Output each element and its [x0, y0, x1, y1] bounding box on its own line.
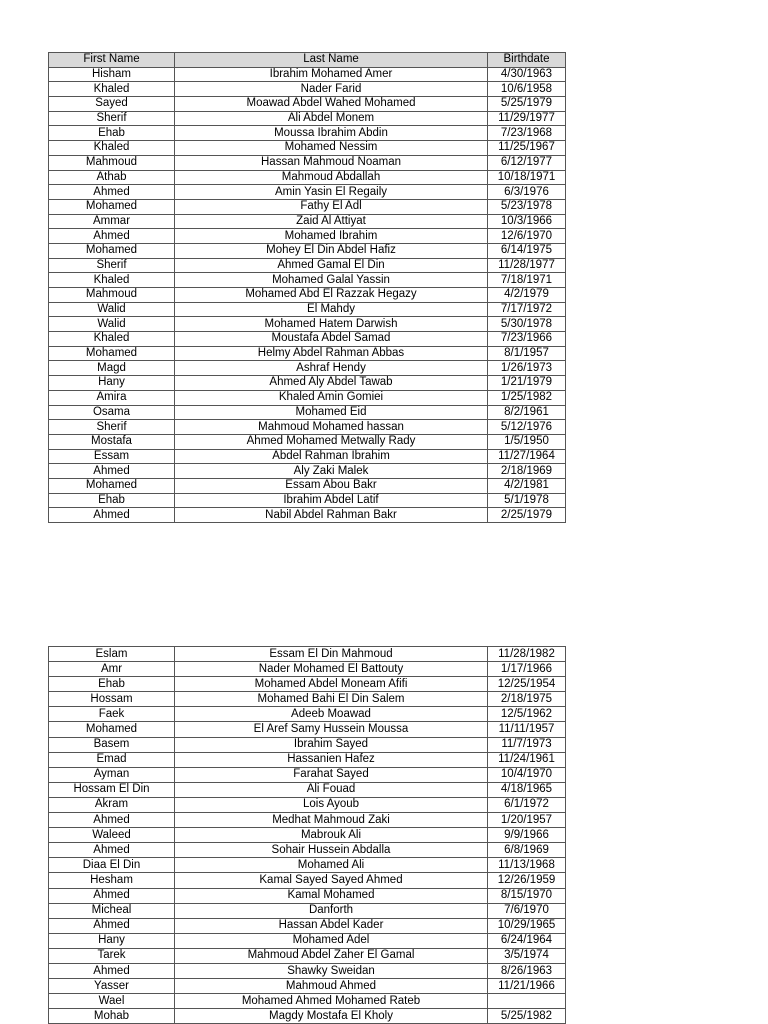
birthdate-cell: 11/25/1967	[488, 141, 566, 156]
last-name-cell: Ali Fouad	[175, 782, 488, 797]
birthdate-cell: 1/25/1982	[488, 390, 566, 405]
last-name-cell: Hassan Abdel Kader	[175, 918, 488, 933]
table-row	[49, 843, 566, 858]
table-row	[49, 963, 566, 978]
last-name-cell: Mohamed Abdel Moneam Afifi	[175, 677, 488, 692]
birthdate-cell: 10/3/1966	[488, 214, 566, 229]
last-name-cell: Ibrahim Abdel Latif	[175, 493, 488, 508]
birthdate-cell: 2/18/1969	[488, 464, 566, 479]
last-name-cell: El Mahdy	[175, 302, 488, 317]
birthdate-cell: 10/6/1958	[488, 82, 566, 97]
last-name-cell: Mohamed Nessim	[175, 141, 488, 156]
table-row	[49, 214, 566, 229]
table-row	[49, 243, 566, 258]
first-name-cell: Ahmed	[49, 229, 175, 244]
first-name-cell: Ahmed	[49, 508, 175, 523]
birthdate-cell: 11/21/1966	[488, 979, 566, 994]
birthdate-cell	[488, 994, 566, 1009]
first-name-cell: Khaled	[49, 141, 175, 156]
table-row	[49, 813, 566, 828]
table-row	[49, 873, 566, 888]
table-row	[49, 449, 566, 464]
first-name-cell: Mohamed	[49, 346, 175, 361]
first-name-cell: Hany	[49, 376, 175, 391]
first-name-cell: Mohamed	[49, 199, 175, 214]
last-name-cell: Nabil Abdel Rahman Bakr	[175, 508, 488, 523]
first-name-cell: Ayman	[49, 767, 175, 782]
table-row	[49, 933, 566, 948]
birthdate-cell: 11/29/1977	[488, 111, 566, 126]
table-row	[49, 858, 566, 873]
birthdate-cell: 7/23/1966	[488, 332, 566, 347]
table-row	[49, 390, 566, 405]
birthdate-cell: 11/11/1957	[488, 722, 566, 737]
birthdate-cell: 9/9/1966	[488, 828, 566, 843]
first-name-cell: Hossam El Din	[49, 782, 175, 797]
first-name-cell: Wael	[49, 994, 175, 1009]
birthdate-cell: 7/17/1972	[488, 302, 566, 317]
table-row	[49, 317, 566, 332]
table-row	[49, 828, 566, 843]
last-name-cell: Aly Zaki Malek	[175, 464, 488, 479]
birthdate-cell: 4/2/1979	[488, 288, 566, 303]
last-name-cell: Zaid Al Attiyat	[175, 214, 488, 229]
first-name-cell: Micheal	[49, 903, 175, 918]
first-name-cell: Sherif	[49, 420, 175, 435]
table-row	[49, 82, 566, 97]
last-name-cell: Sohair Hussein Abdalla	[175, 843, 488, 858]
birthdate-cell: 11/24/1961	[488, 752, 566, 767]
header-birthdate: Birthdate	[488, 53, 566, 68]
first-name-cell: Mostafa	[49, 434, 175, 449]
table-row	[49, 1009, 566, 1024]
table-body	[49, 647, 566, 1024]
last-name-cell: Moussa Ibrahim Abdin	[175, 126, 488, 141]
last-name-cell: Kamal Mohamed	[175, 888, 488, 903]
table-row	[49, 493, 566, 508]
last-name-cell: Nader Mohamed El Battouty	[175, 662, 488, 677]
table-row	[49, 185, 566, 200]
birthdate-cell: 8/2/1961	[488, 405, 566, 420]
table-row	[49, 508, 566, 523]
first-name-cell: Mohamed	[49, 243, 175, 258]
birthdate-cell: 12/25/1954	[488, 677, 566, 692]
table-row	[49, 97, 566, 112]
birthdate-cell: 8/1/1957	[488, 346, 566, 361]
birthdate-cell: 11/7/1973	[488, 737, 566, 752]
first-name-cell: Ahmed	[49, 843, 175, 858]
first-name-cell: Sherif	[49, 111, 175, 126]
first-name-cell: Ammar	[49, 214, 175, 229]
first-name-cell: Ahmed	[49, 963, 175, 978]
first-name-cell: Ahmed	[49, 918, 175, 933]
last-name-cell: Adeeb Moawad	[175, 707, 488, 722]
birthdate-cell: 6/12/1977	[488, 155, 566, 170]
table-row	[49, 405, 566, 420]
names-table-2	[48, 646, 566, 1024]
last-name-cell: Essam Abou Bakr	[175, 478, 488, 493]
table-row	[49, 888, 566, 903]
birthdate-cell: 1/17/1966	[488, 662, 566, 677]
last-name-cell: Nader Farid	[175, 82, 488, 97]
table-row	[49, 361, 566, 376]
birthdate-cell: 2/25/1979	[488, 508, 566, 523]
last-name-cell: Danforth	[175, 903, 488, 918]
last-name-cell: Ahmed Gamal El Din	[175, 258, 488, 273]
birthdate-cell: 4/2/1981	[488, 478, 566, 493]
birthdate-cell: 8/15/1970	[488, 888, 566, 903]
birthdate-cell: 6/24/1964	[488, 933, 566, 948]
table-row	[49, 258, 566, 273]
last-name-cell: Mohamed Galal Yassin	[175, 273, 488, 288]
table-row	[49, 67, 566, 82]
birthdate-cell: 11/27/1964	[488, 449, 566, 464]
names-table-1	[48, 52, 566, 523]
first-name-cell: Mohamed	[49, 722, 175, 737]
birthdate-cell: 11/28/1977	[488, 258, 566, 273]
birthdate-cell: 7/23/1968	[488, 126, 566, 141]
first-name-cell: Mahmoud	[49, 288, 175, 303]
last-name-cell: Ali Abdel Monem	[175, 111, 488, 126]
table-row	[49, 979, 566, 994]
first-name-cell: Mahmoud	[49, 155, 175, 170]
first-name-cell: Magd	[49, 361, 175, 376]
first-name-cell: Mohab	[49, 1009, 175, 1024]
last-name-cell: Amin Yasin El Regaily	[175, 185, 488, 200]
table-row	[49, 434, 566, 449]
birthdate-cell: 1/5/1950	[488, 434, 566, 449]
birthdate-cell: 5/23/1978	[488, 199, 566, 214]
birthdate-cell: 10/4/1970	[488, 767, 566, 782]
last-name-cell: Mahmoud Mohamed hassan	[175, 420, 488, 435]
table-row	[49, 707, 566, 722]
table-row	[49, 918, 566, 933]
birthdate-cell: 6/8/1969	[488, 843, 566, 858]
first-name-cell: Ahmed	[49, 813, 175, 828]
birthdate-cell: 7/6/1970	[488, 903, 566, 918]
birthdate-cell: 5/25/1982	[488, 1009, 566, 1024]
last-name-cell: Mohamed Ibrahim	[175, 229, 488, 244]
table-row	[49, 903, 566, 918]
first-name-cell: Faek	[49, 707, 175, 722]
first-name-cell: Mohamed	[49, 478, 175, 493]
birthdate-cell: 1/20/1957	[488, 813, 566, 828]
last-name-cell: Mohamed Hatem Darwish	[175, 317, 488, 332]
birthdate-cell: 6/14/1975	[488, 243, 566, 258]
table-row	[49, 111, 566, 126]
first-name-cell: Ehab	[49, 493, 175, 508]
birthdate-cell: 10/29/1965	[488, 918, 566, 933]
table-row	[49, 662, 566, 677]
last-name-cell: Ashraf Hendy	[175, 361, 488, 376]
last-name-cell: Mohamed Adel	[175, 933, 488, 948]
last-name-cell: Hassan Mahmoud Noaman	[175, 155, 488, 170]
birthdate-cell: 3/5/1974	[488, 948, 566, 963]
last-name-cell: Medhat Mahmoud Zaki	[175, 813, 488, 828]
first-name-cell: Hossam	[49, 692, 175, 707]
table-row	[49, 346, 566, 361]
first-name-cell: Ahmed	[49, 464, 175, 479]
first-name-cell: Amr	[49, 662, 175, 677]
birthdate-cell: 5/1/1978	[488, 493, 566, 508]
first-name-cell: Waleed	[49, 828, 175, 843]
first-name-cell: Hany	[49, 933, 175, 948]
table-row	[49, 376, 566, 391]
table-row	[49, 782, 566, 797]
first-name-cell: Ehab	[49, 677, 175, 692]
first-name-cell: Yasser	[49, 979, 175, 994]
birthdate-cell: 5/30/1978	[488, 317, 566, 332]
first-name-cell: Ahmed	[49, 888, 175, 903]
first-name-cell: Tarek	[49, 948, 175, 963]
header-row	[49, 53, 566, 68]
last-name-cell: Ibrahim Sayed	[175, 737, 488, 752]
first-name-cell: Eslam	[49, 647, 175, 662]
last-name-cell: Abdel Rahman Ibrahim	[175, 449, 488, 464]
last-name-cell: El Aref Samy Hussein Moussa	[175, 722, 488, 737]
birthdate-cell: 5/25/1979	[488, 97, 566, 112]
table-body	[49, 67, 566, 522]
last-name-cell: Khaled Amin Gomiei	[175, 390, 488, 405]
last-name-cell: Mohamed Eid	[175, 405, 488, 420]
table-header	[49, 53, 566, 68]
first-name-cell: Hesham	[49, 873, 175, 888]
last-name-cell: Mohamed Ali	[175, 858, 488, 873]
last-name-cell: Mabrouk Ali	[175, 828, 488, 843]
last-name-cell: Mohey El Din Abdel Hafiz	[175, 243, 488, 258]
birthdate-cell: 6/3/1976	[488, 185, 566, 200]
first-name-cell: Essam	[49, 449, 175, 464]
birthdate-cell: 6/1/1972	[488, 797, 566, 812]
first-name-cell: Basem	[49, 737, 175, 752]
table-row	[49, 229, 566, 244]
last-name-cell: Fathy El Adl	[175, 199, 488, 214]
table-row	[49, 478, 566, 493]
table-row	[49, 767, 566, 782]
table-row	[49, 199, 566, 214]
last-name-cell: Magdy Mostafa El Kholy	[175, 1009, 488, 1024]
last-name-cell: Hassanien Hafez	[175, 752, 488, 767]
table-row	[49, 464, 566, 479]
last-name-cell: Essam El Din Mahmoud	[175, 647, 488, 662]
last-name-cell: Mahmoud Ahmed	[175, 979, 488, 994]
last-name-cell: Ahmed Mohamed Metwally Rady	[175, 434, 488, 449]
birthdate-cell: 5/12/1976	[488, 420, 566, 435]
header-first-name: First Name	[49, 53, 175, 68]
last-name-cell: Farahat Sayed	[175, 767, 488, 782]
last-name-cell: Lois Ayoub	[175, 797, 488, 812]
birthdate-cell: 12/5/1962	[488, 707, 566, 722]
last-name-cell: Moawad Abdel Wahed Mohamed	[175, 97, 488, 112]
first-name-cell: Khaled	[49, 273, 175, 288]
birthdate-cell: 8/26/1963	[488, 963, 566, 978]
first-name-cell: Walid	[49, 317, 175, 332]
table-row	[49, 737, 566, 752]
last-name-cell: Ahmed Aly Abdel Tawab	[175, 376, 488, 391]
last-name-cell: Mahmoud Abdel Zaher El Gamal	[175, 948, 488, 963]
first-name-cell: Athab	[49, 170, 175, 185]
first-name-cell: Sherif	[49, 258, 175, 273]
first-name-cell: Walid	[49, 302, 175, 317]
table-row	[49, 170, 566, 185]
first-name-cell: Khaled	[49, 332, 175, 347]
first-name-cell: Osama	[49, 405, 175, 420]
table-row	[49, 948, 566, 963]
table-row	[49, 141, 566, 156]
birthdate-cell: 11/28/1982	[488, 647, 566, 662]
last-name-cell: Mahmoud Abdallah	[175, 170, 488, 185]
table-row	[49, 273, 566, 288]
first-name-cell: Diaa El Din	[49, 858, 175, 873]
table-row	[49, 288, 566, 303]
last-name-cell: Ibrahim Mohamed Amer	[175, 67, 488, 82]
last-name-cell: Mohamed Abd El Razzak Hegazy	[175, 288, 488, 303]
last-name-cell: Shawky Sweidan	[175, 963, 488, 978]
birthdate-cell: 4/30/1963	[488, 67, 566, 82]
table-row	[49, 797, 566, 812]
first-name-cell: Hisham	[49, 67, 175, 82]
table-row	[49, 994, 566, 1009]
birthdate-cell: 2/18/1975	[488, 692, 566, 707]
table-row	[49, 155, 566, 170]
table-row	[49, 420, 566, 435]
last-name-cell: Mohamed Ahmed Mohamed Rateb	[175, 994, 488, 1009]
first-name-cell: Ahmed	[49, 185, 175, 200]
last-name-cell: Helmy Abdel Rahman Abbas	[175, 346, 488, 361]
table-row	[49, 647, 566, 662]
birthdate-cell: 4/18/1965	[488, 782, 566, 797]
first-name-cell: Amira	[49, 390, 175, 405]
birthdate-cell: 10/18/1971	[488, 170, 566, 185]
table-row	[49, 332, 566, 347]
header-last-name: Last Name	[175, 53, 488, 68]
table-row	[49, 752, 566, 767]
birthdate-cell: 12/6/1970	[488, 229, 566, 244]
birthdate-cell: 12/26/1959	[488, 873, 566, 888]
first-name-cell: Emad	[49, 752, 175, 767]
first-name-cell: Sayed	[49, 97, 175, 112]
first-name-cell: Ehab	[49, 126, 175, 141]
table-row	[49, 126, 566, 141]
last-name-cell: Mohamed Bahi El Din Salem	[175, 692, 488, 707]
birthdate-cell: 11/13/1968	[488, 858, 566, 873]
birthdate-cell: 1/26/1973	[488, 361, 566, 376]
table-row	[49, 692, 566, 707]
table-row	[49, 722, 566, 737]
birthdate-cell: 1/21/1979	[488, 376, 566, 391]
last-name-cell: Kamal Sayed Sayed Ahmed	[175, 873, 488, 888]
table-row	[49, 302, 566, 317]
table-row	[49, 677, 566, 692]
last-name-cell: Moustafa Abdel Samad	[175, 332, 488, 347]
first-name-cell: Khaled	[49, 82, 175, 97]
birthdate-cell: 7/18/1971	[488, 273, 566, 288]
first-name-cell: Akram	[49, 797, 175, 812]
